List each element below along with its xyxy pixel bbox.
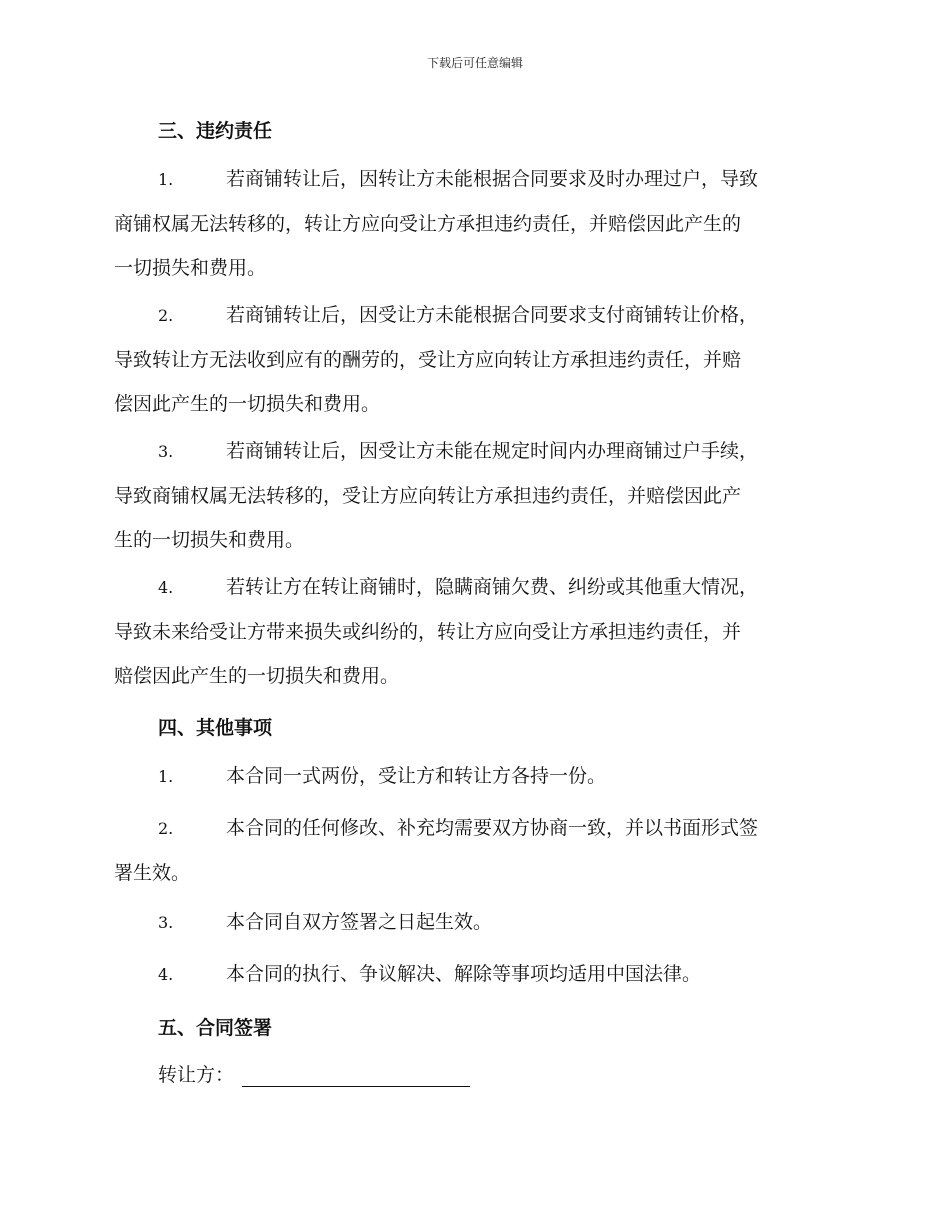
clause-line: 署生效。 xyxy=(114,862,191,884)
clause-3-2 xyxy=(114,293,834,426)
transferor-signature-line[interactable] xyxy=(242,1064,470,1087)
clause-number: 4. xyxy=(158,965,174,984)
clause-number: 1. xyxy=(158,767,174,786)
section-title-other: 四、其他事项 xyxy=(158,717,273,739)
header-note: 下载后可任意编辑 xyxy=(426,56,523,70)
clause-number: 3. xyxy=(158,913,174,932)
clause-line: 偿因此产生的一切损失和费用。 xyxy=(114,393,381,415)
clause-number: 1. xyxy=(158,170,174,189)
clause-line: 本合同一式两份，受让方和转让方各持一份。 xyxy=(226,765,607,787)
clause-line: 本合同的执行、争议解决、解除等事项均适用中国法律。 xyxy=(226,963,702,985)
clause-3-4 xyxy=(114,565,834,698)
transferor-label: 转让方： xyxy=(158,1064,235,1086)
clause-line: 本合同自双方签署之日起生效。 xyxy=(226,911,493,933)
clause-line: 商铺权属无法转移的，转让方应向受让方承担违约责任，并赔偿因此产生的 xyxy=(114,213,742,235)
clause-line: 若商铺转让后，因受让方未能在规定时间内办理商铺过户手续， xyxy=(226,440,759,462)
clause-4-2 xyxy=(114,806,834,895)
clause-4-3 xyxy=(114,900,834,945)
clause-line: 若商铺转让后，因转让方未能根据合同要求及时办理过户，导致 xyxy=(226,168,759,190)
clause-line: 若商铺转让后，因受让方未能根据合同要求支付商铺转让价格， xyxy=(226,304,759,326)
section-title-breach: 三、违约责任 xyxy=(158,120,273,142)
clause-line: 一切损失和费用。 xyxy=(114,257,267,279)
section-title-signing: 五、合同签署 xyxy=(158,1017,273,1039)
clause-line: 若转让方在转让商铺时，隐瞒商铺欠费、纠纷或其他重大情况， xyxy=(226,576,759,598)
clause-3-3 xyxy=(114,429,834,562)
clause-line: 生的一切损失和费用。 xyxy=(114,529,305,551)
clause-number: 4. xyxy=(158,578,174,597)
signature-row xyxy=(158,1060,470,1087)
clause-line: 导致转让方无法收到应有的酬劳的，受让方应向转让方承担违约责任，并赔 xyxy=(114,349,742,371)
clause-line: 导致商铺权属无法转移的，受让方应向转让方承担违约责任，并赔偿因此产 xyxy=(114,485,742,507)
clause-line: 赔偿因此产生的一切损失和费用。 xyxy=(114,665,400,687)
clause-4-4 xyxy=(114,952,834,997)
clause-3-1 xyxy=(114,157,834,290)
clause-number: 2. xyxy=(158,306,174,325)
clause-4-1 xyxy=(114,754,834,799)
clause-line: 导致未来给受让方带来损失或纠纷的，转让方应向受让方承担违约责任，并 xyxy=(114,621,742,643)
clause-line: 本合同的任何修改、补充均需要双方协商一致，并以书面形式签 xyxy=(226,817,759,839)
clause-number: 2. xyxy=(158,819,174,838)
clause-number: 3. xyxy=(158,442,174,461)
